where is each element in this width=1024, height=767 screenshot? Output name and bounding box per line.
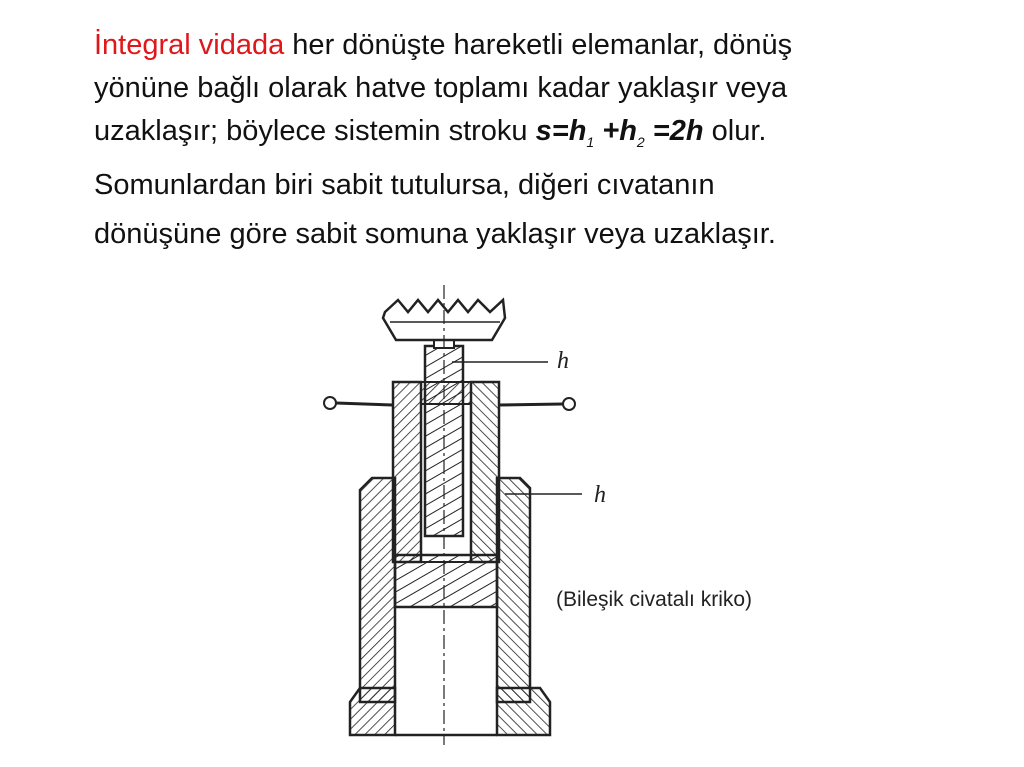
body-paragraph: [94, 24, 994, 256]
formula-s: s=h: [535, 115, 587, 147]
formula-sub-2: 2: [636, 133, 645, 150]
text-line-4: Somunlardan biri sabit tutulursa, diğeri cıvatanın: [94, 168, 715, 201]
formula-plus: +h: [594, 115, 637, 147]
label-h-top: h: [557, 348, 569, 374]
figure-caption: (Bileşik civatalı kriko): [556, 588, 753, 611]
compound-screw-jack-drawing: [300, 280, 600, 750]
label-h-middle: h: [594, 482, 606, 508]
lower-thread: [395, 555, 497, 607]
text-line-3-post: olur.: [703, 115, 767, 147]
formula-end: =2h: [644, 115, 704, 147]
text-line-3: [94, 110, 994, 164]
text-line-1-rest: her dönüşte hareketli elemanlar, dönüş: [284, 29, 793, 61]
text-line-2: yönüne bağlı olarak hatve toplamı kadar yaklaşır veya: [94, 72, 788, 104]
highlighted-term: İntegral vidada: [94, 29, 285, 61]
text-line-3-pre: uzaklaşır; böylece sistemin stroku: [94, 115, 536, 147]
formula-sub-1: 1: [586, 133, 595, 150]
text-line-1: [94, 24, 994, 67]
stroke-formula: [535, 115, 704, 150]
text-line-5: dönüşüne göre sabit somuna yaklaşır veya uzaklaşır.: [94, 217, 776, 250]
